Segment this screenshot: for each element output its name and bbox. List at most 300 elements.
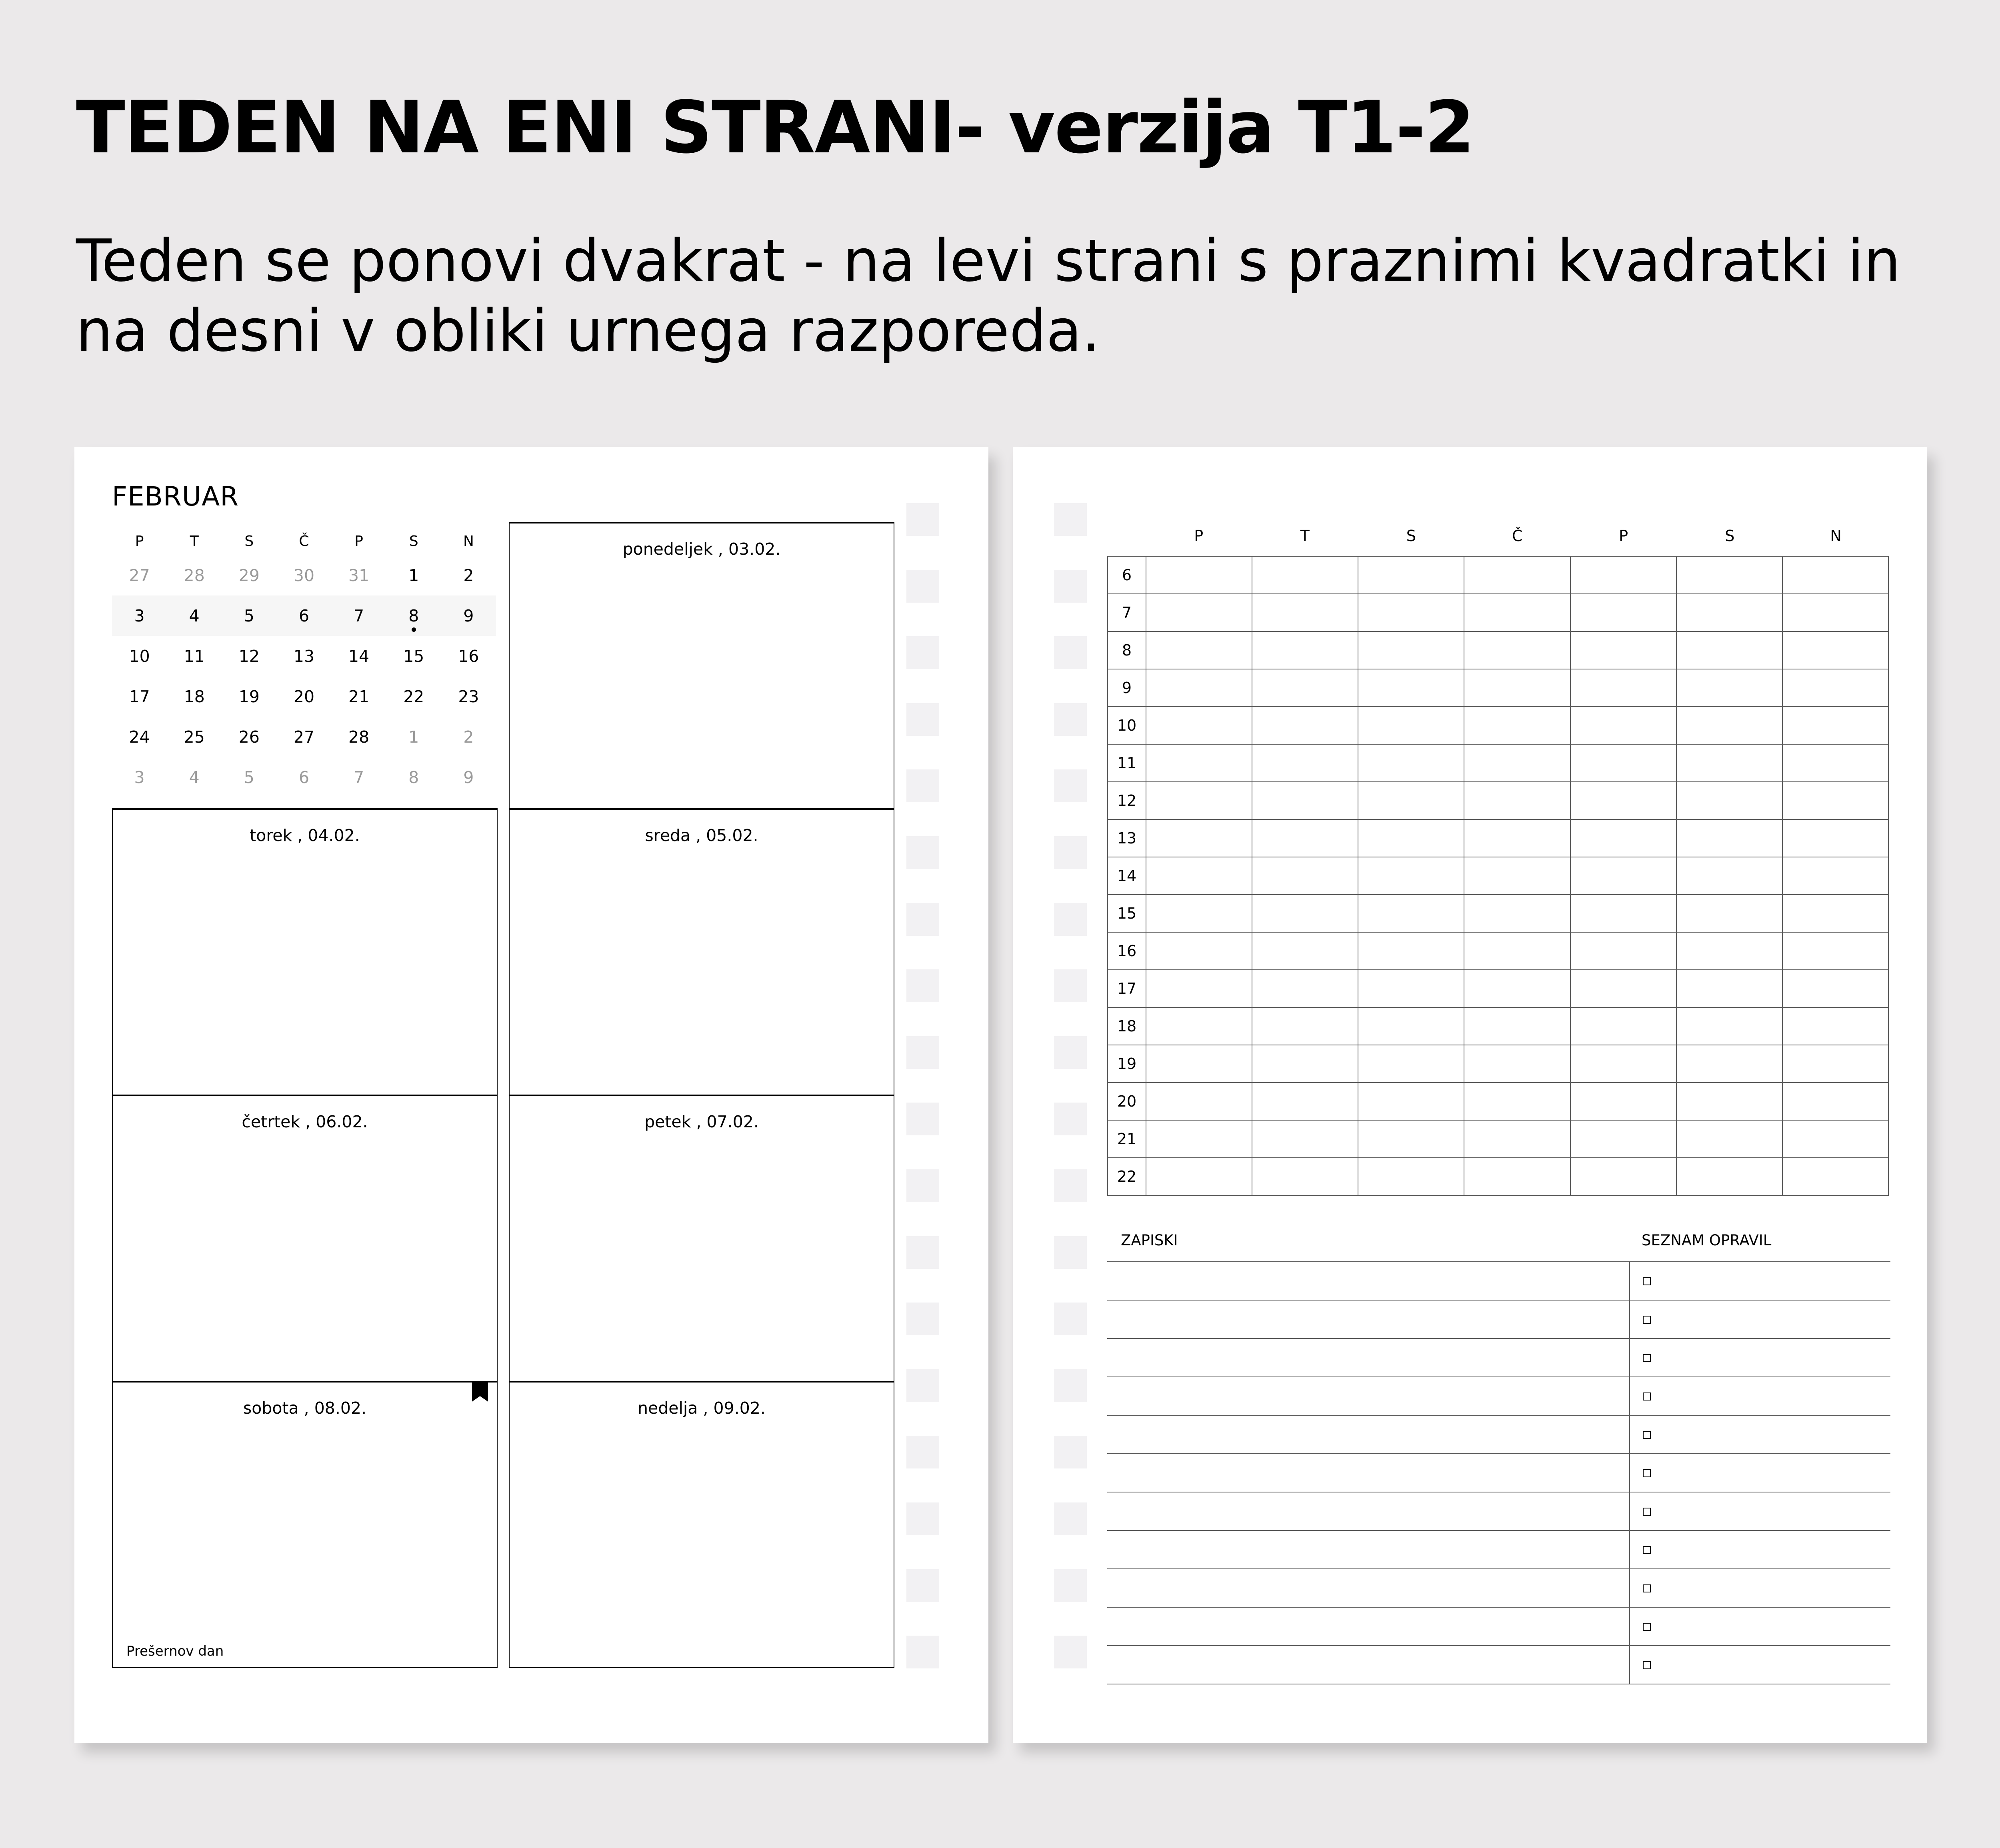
tasks-label: SEZNAM OPRAVIL [1642, 1232, 1772, 1249]
mini-calendar-day[interactable]: 22 [403, 687, 424, 706]
side-tab[interactable] [1054, 703, 1087, 736]
side-tab[interactable] [1054, 1169, 1087, 1202]
hour-slot[interactable] [1676, 594, 1782, 631]
hour-label: 21 [1108, 1120, 1146, 1158]
hour-row [1108, 1083, 1888, 1120]
hour-slot[interactable] [1358, 1083, 1464, 1120]
checkbox-icon[interactable] [1643, 1584, 1651, 1592]
hour-slot[interactable] [1570, 1120, 1676, 1158]
task-line[interactable] [1630, 1569, 1890, 1607]
checkbox-icon[interactable] [1643, 1661, 1651, 1669]
mini-calendar-day[interactable]: 14 [348, 646, 370, 666]
hour-slot[interactable] [1782, 895, 1888, 932]
day-box-saturday[interactable] [112, 1381, 498, 1668]
day-box-tuesday[interactable] [112, 808, 498, 1095]
hour-slot[interactable] [1464, 669, 1570, 707]
notes-line[interactable] [1107, 1301, 1630, 1338]
mini-calendar-day[interactable]: 3 [134, 767, 145, 787]
hour-label: 14 [1108, 857, 1146, 895]
side-tab[interactable] [1054, 570, 1087, 603]
notes-and-tasks-lines [1107, 1261, 1890, 1684]
side-tab[interactable] [1054, 836, 1087, 869]
side-tab[interactable] [1054, 1303, 1087, 1335]
hour-slot[interactable] [1782, 932, 1888, 970]
hour-row [1108, 1045, 1888, 1083]
notes-line[interactable] [1107, 1492, 1630, 1530]
mini-calendar-day[interactable]: 27 [129, 565, 150, 585]
hour-slot[interactable] [1464, 782, 1570, 819]
mini-calendar-day[interactable]: 28 [184, 565, 205, 585]
side-tab[interactable] [906, 570, 939, 603]
side-tab[interactable] [906, 503, 939, 536]
hour-slot[interactable] [1570, 1007, 1676, 1045]
hour-slot[interactable] [1358, 594, 1464, 631]
hour-slot[interactable] [1570, 1045, 1676, 1083]
hour-slot[interactable] [1358, 1120, 1464, 1158]
hour-slot[interactable] [1570, 669, 1676, 707]
mini-calendar-day[interactable]: 28 [348, 727, 370, 747]
task-line[interactable] [1630, 1492, 1890, 1530]
hour-slot[interactable] [1146, 819, 1252, 857]
day-box-friday[interactable] [509, 1095, 894, 1382]
hour-slot[interactable] [1676, 1083, 1782, 1120]
day-box-sunday[interactable] [509, 1381, 894, 1668]
hour-slot[interactable] [1676, 556, 1782, 594]
side-tab[interactable] [1054, 1502, 1087, 1535]
checkbox-icon[interactable] [1643, 1623, 1651, 1631]
hour-slot[interactable] [1358, 1158, 1464, 1195]
hour-slot[interactable] [1252, 556, 1358, 594]
hour-slot[interactable] [1464, 594, 1570, 631]
hour-slot[interactable] [1146, 895, 1252, 932]
task-line[interactable] [1630, 1646, 1890, 1684]
checkbox-icon[interactable] [1643, 1277, 1651, 1285]
mini-calendar-day[interactable]: 9 [463, 767, 474, 787]
hour-slot[interactable] [1252, 594, 1358, 631]
hour-slot[interactable] [1252, 707, 1358, 744]
hourly-schedule-grid [1107, 556, 1889, 1196]
side-tab[interactable] [906, 1436, 939, 1468]
mini-calendar-day[interactable]: 19 [238, 687, 260, 706]
side-tab[interactable] [1054, 1103, 1087, 1135]
hour-slot[interactable] [1146, 669, 1252, 707]
hour-slot[interactable] [1358, 782, 1464, 819]
hour-slot[interactable] [1782, 631, 1888, 669]
hour-slot[interactable] [1782, 1083, 1888, 1120]
hour-slot[interactable] [1464, 707, 1570, 744]
side-tab[interactable] [1054, 636, 1087, 669]
hour-label: 11 [1108, 744, 1146, 782]
weekday-header: T [190, 533, 199, 549]
hour-slot[interactable] [1464, 819, 1570, 857]
checkbox-icon[interactable] [1643, 1469, 1651, 1477]
side-tab[interactable] [1054, 969, 1087, 1002]
hour-slot[interactable] [1146, 1007, 1252, 1045]
hour-slot[interactable] [1358, 631, 1464, 669]
mini-calendar-day[interactable]: 4 [189, 767, 200, 787]
mini-calendar-header [112, 527, 496, 555]
mini-calendar-day[interactable]: 16 [458, 646, 479, 666]
side-tab[interactable] [906, 1636, 939, 1668]
hour-slot[interactable] [1676, 857, 1782, 895]
hour-slot[interactable] [1782, 857, 1888, 895]
day-box-wednesday[interactable] [509, 808, 894, 1095]
hour-slot[interactable] [1570, 970, 1676, 1007]
hour-slot[interactable] [1252, 1158, 1358, 1195]
hour-slot[interactable] [1252, 895, 1358, 932]
side-tab[interactable] [906, 1303, 939, 1335]
mini-calendar-day[interactable]: 8 [386, 606, 441, 625]
mini-calendar-week [112, 636, 496, 676]
hour-slot[interactable] [1146, 744, 1252, 782]
hour-slot[interactable] [1464, 970, 1570, 1007]
day-label: ponedeljek , 03.02. [622, 539, 781, 559]
hour-slot[interactable] [1570, 895, 1676, 932]
mini-calendar-day[interactable]: 20 [293, 687, 315, 706]
hour-slot[interactable] [1358, 857, 1464, 895]
hour-slot[interactable] [1676, 932, 1782, 970]
mini-calendar-week [112, 676, 496, 717]
hour-slot[interactable] [1464, 1083, 1570, 1120]
mini-calendar-day[interactable]: 5 [244, 767, 254, 787]
hour-slot[interactable] [1146, 594, 1252, 631]
mini-calendar-day[interactable]: 13 [293, 646, 315, 666]
side-tab[interactable] [906, 636, 939, 669]
notes-line[interactable] [1107, 1531, 1630, 1568]
hour-row [1108, 1120, 1888, 1158]
hour-label: 6 [1108, 556, 1146, 594]
mini-calendar-day[interactable]: 23 [458, 687, 479, 706]
task-line[interactable] [1630, 1454, 1890, 1492]
mini-calendar-day[interactable]: 2 [463, 565, 474, 585]
mini-calendar-day[interactable]: 18 [184, 687, 205, 706]
notes-task-row [1107, 1338, 1890, 1377]
side-tab[interactable] [1054, 503, 1087, 536]
day-label: nedelja , 09.02. [638, 1398, 766, 1418]
hour-slot[interactable] [1676, 819, 1782, 857]
hour-slot[interactable] [1252, 669, 1358, 707]
hour-row [1108, 707, 1888, 744]
hour-slot[interactable] [1782, 669, 1888, 707]
mini-calendar-day[interactable]: 1 [408, 727, 419, 747]
weekday-header: T [1300, 527, 1310, 545]
hour-slot[interactable] [1782, 1007, 1888, 1045]
hour-slot[interactable] [1358, 669, 1464, 707]
hour-row [1108, 669, 1888, 707]
hour-slot[interactable] [1782, 782, 1888, 819]
weekday-header: S [1406, 527, 1416, 545]
hour-label: 7 [1108, 594, 1146, 631]
mini-calendar-day[interactable]: 17 [129, 687, 150, 706]
mini-calendar-day[interactable]: 26 [238, 727, 260, 747]
hour-slot[interactable] [1676, 1120, 1782, 1158]
hour-row [1108, 556, 1888, 594]
mini-calendar-week [112, 717, 496, 757]
hour-slot[interactable] [1464, 1158, 1570, 1195]
day-box-thursday[interactable] [112, 1095, 498, 1382]
hour-slot[interactable] [1464, 932, 1570, 970]
notes-task-row [1107, 1530, 1890, 1568]
weekday-header: Č [299, 533, 309, 549]
checkbox-icon[interactable] [1643, 1431, 1651, 1439]
mini-calendar-day[interactable]: 27 [293, 727, 315, 747]
hour-slot[interactable] [1358, 556, 1464, 594]
weekday-header: N [1830, 527, 1842, 545]
bookmark-icon[interactable] [471, 1383, 489, 1402]
hour-slot[interactable] [1676, 970, 1782, 1007]
hour-slot[interactable] [1782, 744, 1888, 782]
hour-slot[interactable] [1358, 744, 1464, 782]
hour-slot[interactable] [1782, 556, 1888, 594]
hour-slot[interactable] [1782, 970, 1888, 1007]
notes-line[interactable] [1107, 1262, 1630, 1300]
hour-slot[interactable] [1676, 1007, 1782, 1045]
side-tab[interactable] [906, 1036, 939, 1069]
page-title: TEDEN NA ENI STRANI- verzija T1-2 [76, 86, 1474, 170]
hour-slot[interactable] [1252, 1120, 1358, 1158]
hour-slot[interactable] [1146, 707, 1252, 744]
mini-calendar-day[interactable]: 5 [244, 606, 254, 625]
mini-calendar-day[interactable]: 15 [403, 646, 424, 666]
mini-calendar-day[interactable]: 8 [408, 767, 419, 787]
notes-task-row [1107, 1261, 1890, 1300]
hour-slot[interactable] [1464, 857, 1570, 895]
day-label: sreda , 05.02. [645, 826, 758, 845]
mini-calendar [112, 527, 496, 797]
hour-slot[interactable] [1570, 857, 1676, 895]
hour-slot[interactable] [1252, 970, 1358, 1007]
mini-calendar-day[interactable]: 4 [189, 606, 200, 625]
mini-calendar-day[interactable]: 21 [348, 687, 370, 706]
hour-slot[interactable] [1464, 556, 1570, 594]
hour-row [1108, 932, 1888, 970]
hour-slot[interactable] [1146, 631, 1252, 669]
side-tab[interactable] [1054, 1436, 1087, 1468]
notes-line[interactable] [1107, 1454, 1630, 1492]
mini-calendar-day[interactable]: 31 [348, 565, 370, 585]
hour-slot[interactable] [1252, 932, 1358, 970]
hour-row [1108, 1158, 1888, 1195]
hour-slot[interactable] [1358, 970, 1464, 1007]
weekday-header: P [1194, 527, 1204, 545]
hour-slot[interactable] [1464, 744, 1570, 782]
mini-calendar-day[interactable]: 10 [129, 646, 150, 666]
hour-row [1108, 631, 1888, 669]
hour-label: 10 [1108, 707, 1146, 744]
hour-slot[interactable] [1782, 1120, 1888, 1158]
mini-calendar-day[interactable]: 30 [293, 565, 315, 585]
mini-calendar-day[interactable]: 6 [298, 606, 310, 625]
hour-slot[interactable] [1358, 707, 1464, 744]
side-tab[interactable] [1054, 1036, 1087, 1069]
day-label: petek , 07.02. [644, 1112, 759, 1131]
hour-slot[interactable] [1570, 932, 1676, 970]
hour-slot[interactable] [1358, 819, 1464, 857]
hour-slot[interactable] [1358, 932, 1464, 970]
side-tab[interactable] [1054, 1636, 1087, 1668]
side-tab[interactable] [1054, 903, 1087, 936]
checkbox-icon[interactable] [1643, 1316, 1651, 1324]
hour-slot[interactable] [1676, 895, 1782, 932]
hour-slot[interactable] [1252, 819, 1358, 857]
mini-calendar-day[interactable]: 7 [354, 606, 364, 625]
mini-calendar-day[interactable]: 25 [184, 727, 205, 747]
hour-slot[interactable] [1782, 707, 1888, 744]
task-line[interactable] [1630, 1301, 1890, 1338]
hour-slot[interactable] [1676, 744, 1782, 782]
hour-slot[interactable] [1570, 556, 1676, 594]
task-line[interactable] [1630, 1416, 1890, 1453]
hour-slot[interactable] [1464, 1007, 1570, 1045]
side-tab[interactable] [906, 703, 939, 736]
notes-line[interactable] [1107, 1377, 1630, 1415]
hourly-weekday-header [1146, 527, 1910, 545]
mini-calendar-day[interactable]: 29 [238, 565, 260, 585]
hour-slot[interactable] [1782, 594, 1888, 631]
notes-task-row [1107, 1645, 1890, 1684]
hour-label: 16 [1108, 932, 1146, 970]
side-tab[interactable] [1054, 769, 1087, 802]
hour-slot[interactable] [1676, 669, 1782, 707]
right-planner-page [1013, 447, 1927, 1743]
hour-row [1108, 857, 1888, 895]
page-subtitle: Teden se ponovi dvakrat - na levi strani s praznimi kvadratki in na desni v obliki urnega razporeda. [76, 227, 1901, 365]
mini-calendar-day[interactable]: 1 [408, 565, 419, 585]
weekday-header: N [463, 533, 474, 549]
hour-label: 22 [1108, 1158, 1146, 1195]
hour-slot[interactable] [1782, 1045, 1888, 1083]
task-line[interactable] [1630, 1262, 1890, 1300]
side-tab[interactable] [906, 769, 939, 802]
side-tab[interactable] [906, 1236, 939, 1269]
mini-calendar-day[interactable]: 11 [184, 646, 205, 666]
notes-line[interactable] [1107, 1416, 1630, 1453]
weekday-header: P [354, 533, 363, 549]
hour-row [1108, 594, 1888, 631]
side-tab[interactable] [906, 969, 939, 1002]
hour-slot[interactable] [1252, 782, 1358, 819]
side-tab[interactable] [906, 1169, 939, 1202]
notes-line[interactable] [1107, 1608, 1630, 1645]
hour-slot[interactable] [1146, 932, 1252, 970]
checkbox-icon[interactable] [1643, 1392, 1651, 1400]
hour-slot[interactable] [1676, 1158, 1782, 1195]
hour-slot[interactable] [1570, 744, 1676, 782]
side-tab[interactable] [1054, 1569, 1087, 1602]
side-tab[interactable] [906, 903, 939, 936]
side-tab[interactable] [1054, 1369, 1087, 1402]
hour-label: 13 [1108, 819, 1146, 857]
mini-calendar-day[interactable]: 3 [134, 606, 145, 625]
mini-calendar-week [112, 555, 496, 595]
holiday-note: Prešernov dan [126, 1643, 224, 1659]
notes-line[interactable] [1107, 1569, 1630, 1607]
hour-slot[interactable] [1358, 1007, 1464, 1045]
hour-slot[interactable] [1252, 1045, 1358, 1083]
side-tab[interactable] [906, 1569, 939, 1602]
hour-slot[interactable] [1146, 857, 1252, 895]
hour-slot[interactable] [1782, 1158, 1888, 1195]
hour-slot[interactable] [1464, 1045, 1570, 1083]
mini-calendar-day[interactable]: 12 [238, 646, 260, 666]
mini-calendar-day[interactable]: 24 [129, 727, 150, 747]
hour-label: 17 [1108, 970, 1146, 1007]
hour-slot[interactable] [1676, 707, 1782, 744]
hour-slot[interactable] [1570, 631, 1676, 669]
hour-slot[interactable] [1570, 1158, 1676, 1195]
hour-label: 15 [1108, 895, 1146, 932]
hour-label: 20 [1108, 1083, 1146, 1120]
side-tab[interactable] [906, 836, 939, 869]
hour-slot[interactable] [1570, 1083, 1676, 1120]
notes-line[interactable] [1107, 1646, 1630, 1684]
hour-slot[interactable] [1252, 1007, 1358, 1045]
side-tab[interactable] [906, 1502, 939, 1535]
mini-calendar-day[interactable]: 7 [354, 767, 364, 787]
mini-calendar-week [112, 757, 496, 797]
task-line[interactable] [1630, 1339, 1890, 1377]
side-tab[interactable] [906, 1369, 939, 1402]
hour-slot[interactable] [1464, 631, 1570, 669]
task-line[interactable] [1630, 1377, 1890, 1415]
notes-task-row [1107, 1453, 1890, 1492]
hour-slot[interactable] [1146, 1083, 1252, 1120]
side-tab[interactable] [906, 1103, 939, 1135]
hour-slot[interactable] [1146, 1120, 1252, 1158]
hour-slot[interactable] [1146, 1045, 1252, 1083]
hour-slot[interactable] [1146, 556, 1252, 594]
mini-calendar-day[interactable]: 6 [298, 767, 310, 787]
hour-slot[interactable] [1146, 1158, 1252, 1195]
hour-slot[interactable] [1676, 782, 1782, 819]
hour-slot[interactable] [1676, 1045, 1782, 1083]
hour-slot[interactable] [1146, 970, 1252, 1007]
hour-slot[interactable] [1570, 782, 1676, 819]
notes-line[interactable] [1107, 1339, 1630, 1377]
hour-slot[interactable] [1570, 819, 1676, 857]
hour-label: 18 [1108, 1007, 1146, 1045]
hour-slot[interactable] [1252, 631, 1358, 669]
hour-row [1108, 970, 1888, 1007]
weekday-header: Č [1512, 527, 1523, 545]
hour-slot[interactable] [1252, 744, 1358, 782]
checkbox-icon[interactable] [1643, 1508, 1651, 1516]
hour-slot[interactable] [1252, 857, 1358, 895]
checkbox-icon[interactable] [1643, 1354, 1651, 1362]
hour-slot[interactable] [1782, 819, 1888, 857]
hour-slot[interactable] [1252, 1083, 1358, 1120]
hour-slot[interactable] [1676, 631, 1782, 669]
weekday-header: S [244, 533, 254, 549]
task-line[interactable] [1630, 1531, 1890, 1568]
hour-slot[interactable] [1146, 782, 1252, 819]
mini-calendar-day[interactable]: 9 [463, 606, 474, 625]
mini-calendar-day[interactable]: 2 [463, 727, 474, 747]
notes-task-row [1107, 1607, 1890, 1645]
left-planner-page [74, 447, 988, 1743]
side-tab[interactable] [1054, 1236, 1087, 1269]
hour-row [1108, 744, 1888, 782]
checkbox-icon[interactable] [1643, 1546, 1651, 1554]
task-line[interactable] [1630, 1608, 1890, 1645]
hour-slot[interactable] [1464, 1120, 1570, 1158]
hour-slot[interactable] [1464, 895, 1570, 932]
day-box-monday[interactable] [509, 522, 894, 809]
hour-slot[interactable] [1358, 1045, 1464, 1083]
hour-slot[interactable] [1358, 895, 1464, 932]
hour-slot[interactable] [1570, 594, 1676, 631]
hour-slot[interactable] [1570, 707, 1676, 744]
